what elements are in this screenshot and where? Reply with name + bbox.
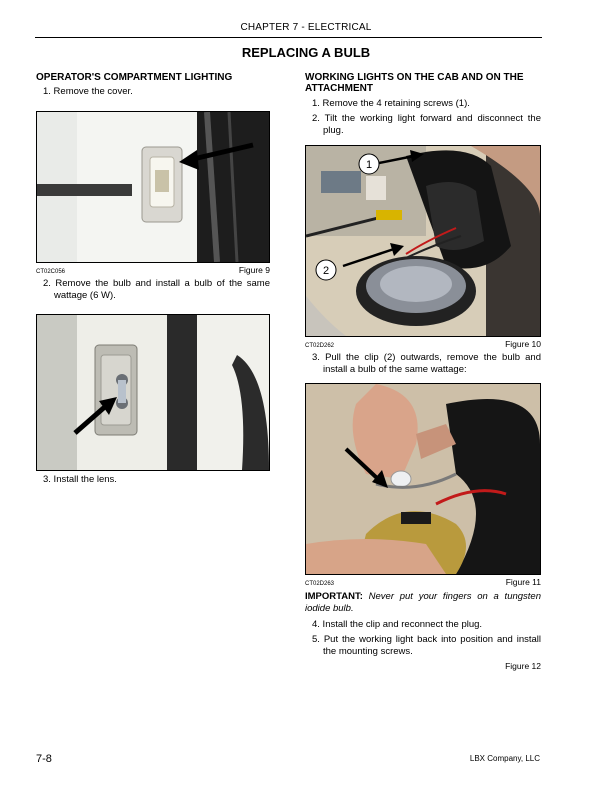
step-remove-screws: 1. Remove the 4 retaining screws (1). — [312, 98, 470, 109]
important-label: IMPORTANT: — [305, 591, 363, 602]
header-rule — [35, 37, 542, 38]
step-remove-cover: 1. Remove the cover. — [43, 86, 133, 97]
section-heading-working-lights: WORKING LIGHTS ON THE CAB AND ON THE ATTACHMENT — [305, 72, 524, 94]
figure-12-label: Figure 12 — [505, 661, 541, 671]
figure-9-label: Figure 9 — [238, 265, 270, 275]
step-reposition-light: 5. Put the working light back into position and install the mounting screws. — [312, 634, 541, 657]
left-column — [36, 72, 270, 486]
callout-1-label: 1 — [365, 159, 373, 171]
figure-11-label: Figure 11 — [505, 577, 541, 587]
figure-11-caption — [305, 577, 541, 587]
figure-10-caption — [305, 339, 541, 349]
figure-11-photo — [305, 383, 541, 575]
figure-10-code: CT02D262 — [305, 343, 335, 349]
figure-11-code: CT02D263 — [305, 581, 335, 587]
figure-bulb-photo — [36, 314, 270, 471]
step-replace-bulb: 2. Remove the bulb and install a bulb of the same wattage (6 W). — [43, 278, 270, 301]
page-number: 7-8 — [36, 753, 52, 765]
figure-10-label: Figure 10 — [505, 339, 541, 349]
section-heading-compartment: OPERATOR'S COMPARTMENT LIGHTING — [36, 72, 233, 83]
step-pull-clip: 3. Pull the clip (2) outwards, remove the bulb and install a bulb of the same wattage: — [312, 352, 541, 375]
important-note — [305, 591, 541, 615]
right-column — [305, 72, 541, 671]
chapter-header: CHAPTER 7 - ELECTRICAL — [240, 22, 372, 33]
company-name: LBX Company, LLC — [469, 754, 540, 763]
figure-10-photo — [305, 145, 541, 337]
important-text: Never put your fingers on a tungsten iodide bulb. — [305, 591, 541, 614]
figure-9-code: CT02C056 — [36, 269, 66, 275]
page-title: REPLACING A BULB — [241, 45, 371, 60]
callout-2-label: 2 — [322, 265, 330, 277]
step-tilt-light: 2. Tilt the working light forward and disconnect the plug. — [312, 113, 541, 136]
figure-9-photo — [36, 111, 270, 263]
figure-9-caption — [36, 265, 270, 275]
step-install-lens: 3. Install the lens. — [43, 474, 117, 485]
step-install-clip: 4. Install the clip and reconnect the plug. — [312, 619, 483, 630]
